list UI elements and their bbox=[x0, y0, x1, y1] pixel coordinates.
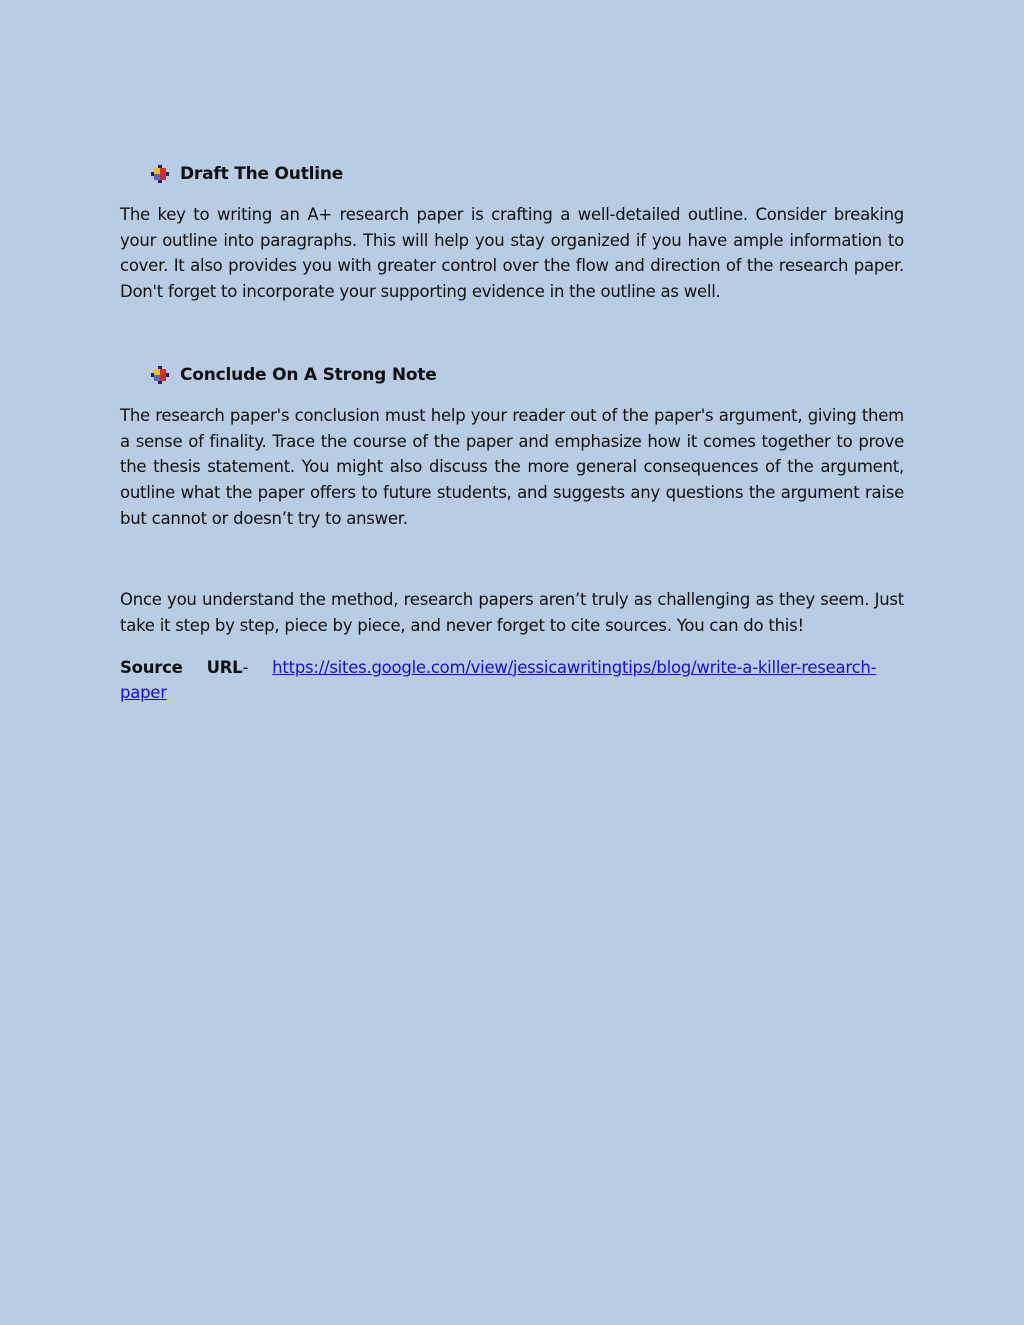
wingdings-bullet-icon bbox=[150, 365, 170, 385]
section-heading-conclude bbox=[150, 361, 904, 389]
section-paragraph: The research paper's conclusion must help your reader out of the paper's argument, giving them a sense of finality. Trace the course of the paper and emphasize how it comes together to prove the thesis statement. You might also discuss the more general consequences of the argument, outline what the paper offers to future students, and suggests any questions the argument raise but cannot or doesn’t try to answer. bbox=[120, 405, 904, 528]
source-dash: - bbox=[242, 657, 249, 677]
section-heading-draft-outline bbox=[150, 160, 904, 188]
document-page bbox=[120, 160, 904, 706]
closing-paragraph: Once you understand the method, research papers aren’t truly as challenging as they seem. Just take it step by step, piece by piece, and never forget to cite sources. You can do this! bbox=[120, 590, 904, 636]
section-paragraph: The key to writing an A+ research paper is crafting a well-detailed outline. Consider breaking your outline into paragraphs. This will help you stay organized if you have ample information to cover. It also provides you with greater control over the flow and direction of the research paper. Don't forget to incorporate your supporting evidence in the outline as well. bbox=[120, 205, 904, 302]
section-heading-text: Draft The Outline bbox=[180, 164, 344, 184]
source-label: Source bbox=[120, 657, 183, 677]
wingdings-bullet-icon bbox=[150, 164, 170, 184]
url-label: URL bbox=[206, 657, 243, 677]
source-url-link[interactable]: https://sites.google.com/view/jessicawritingtips/blog/write-a-killer-research-paper bbox=[120, 657, 877, 703]
source-line bbox=[120, 655, 904, 706]
section-heading-text: Conclude On A Strong Note bbox=[180, 364, 437, 385]
